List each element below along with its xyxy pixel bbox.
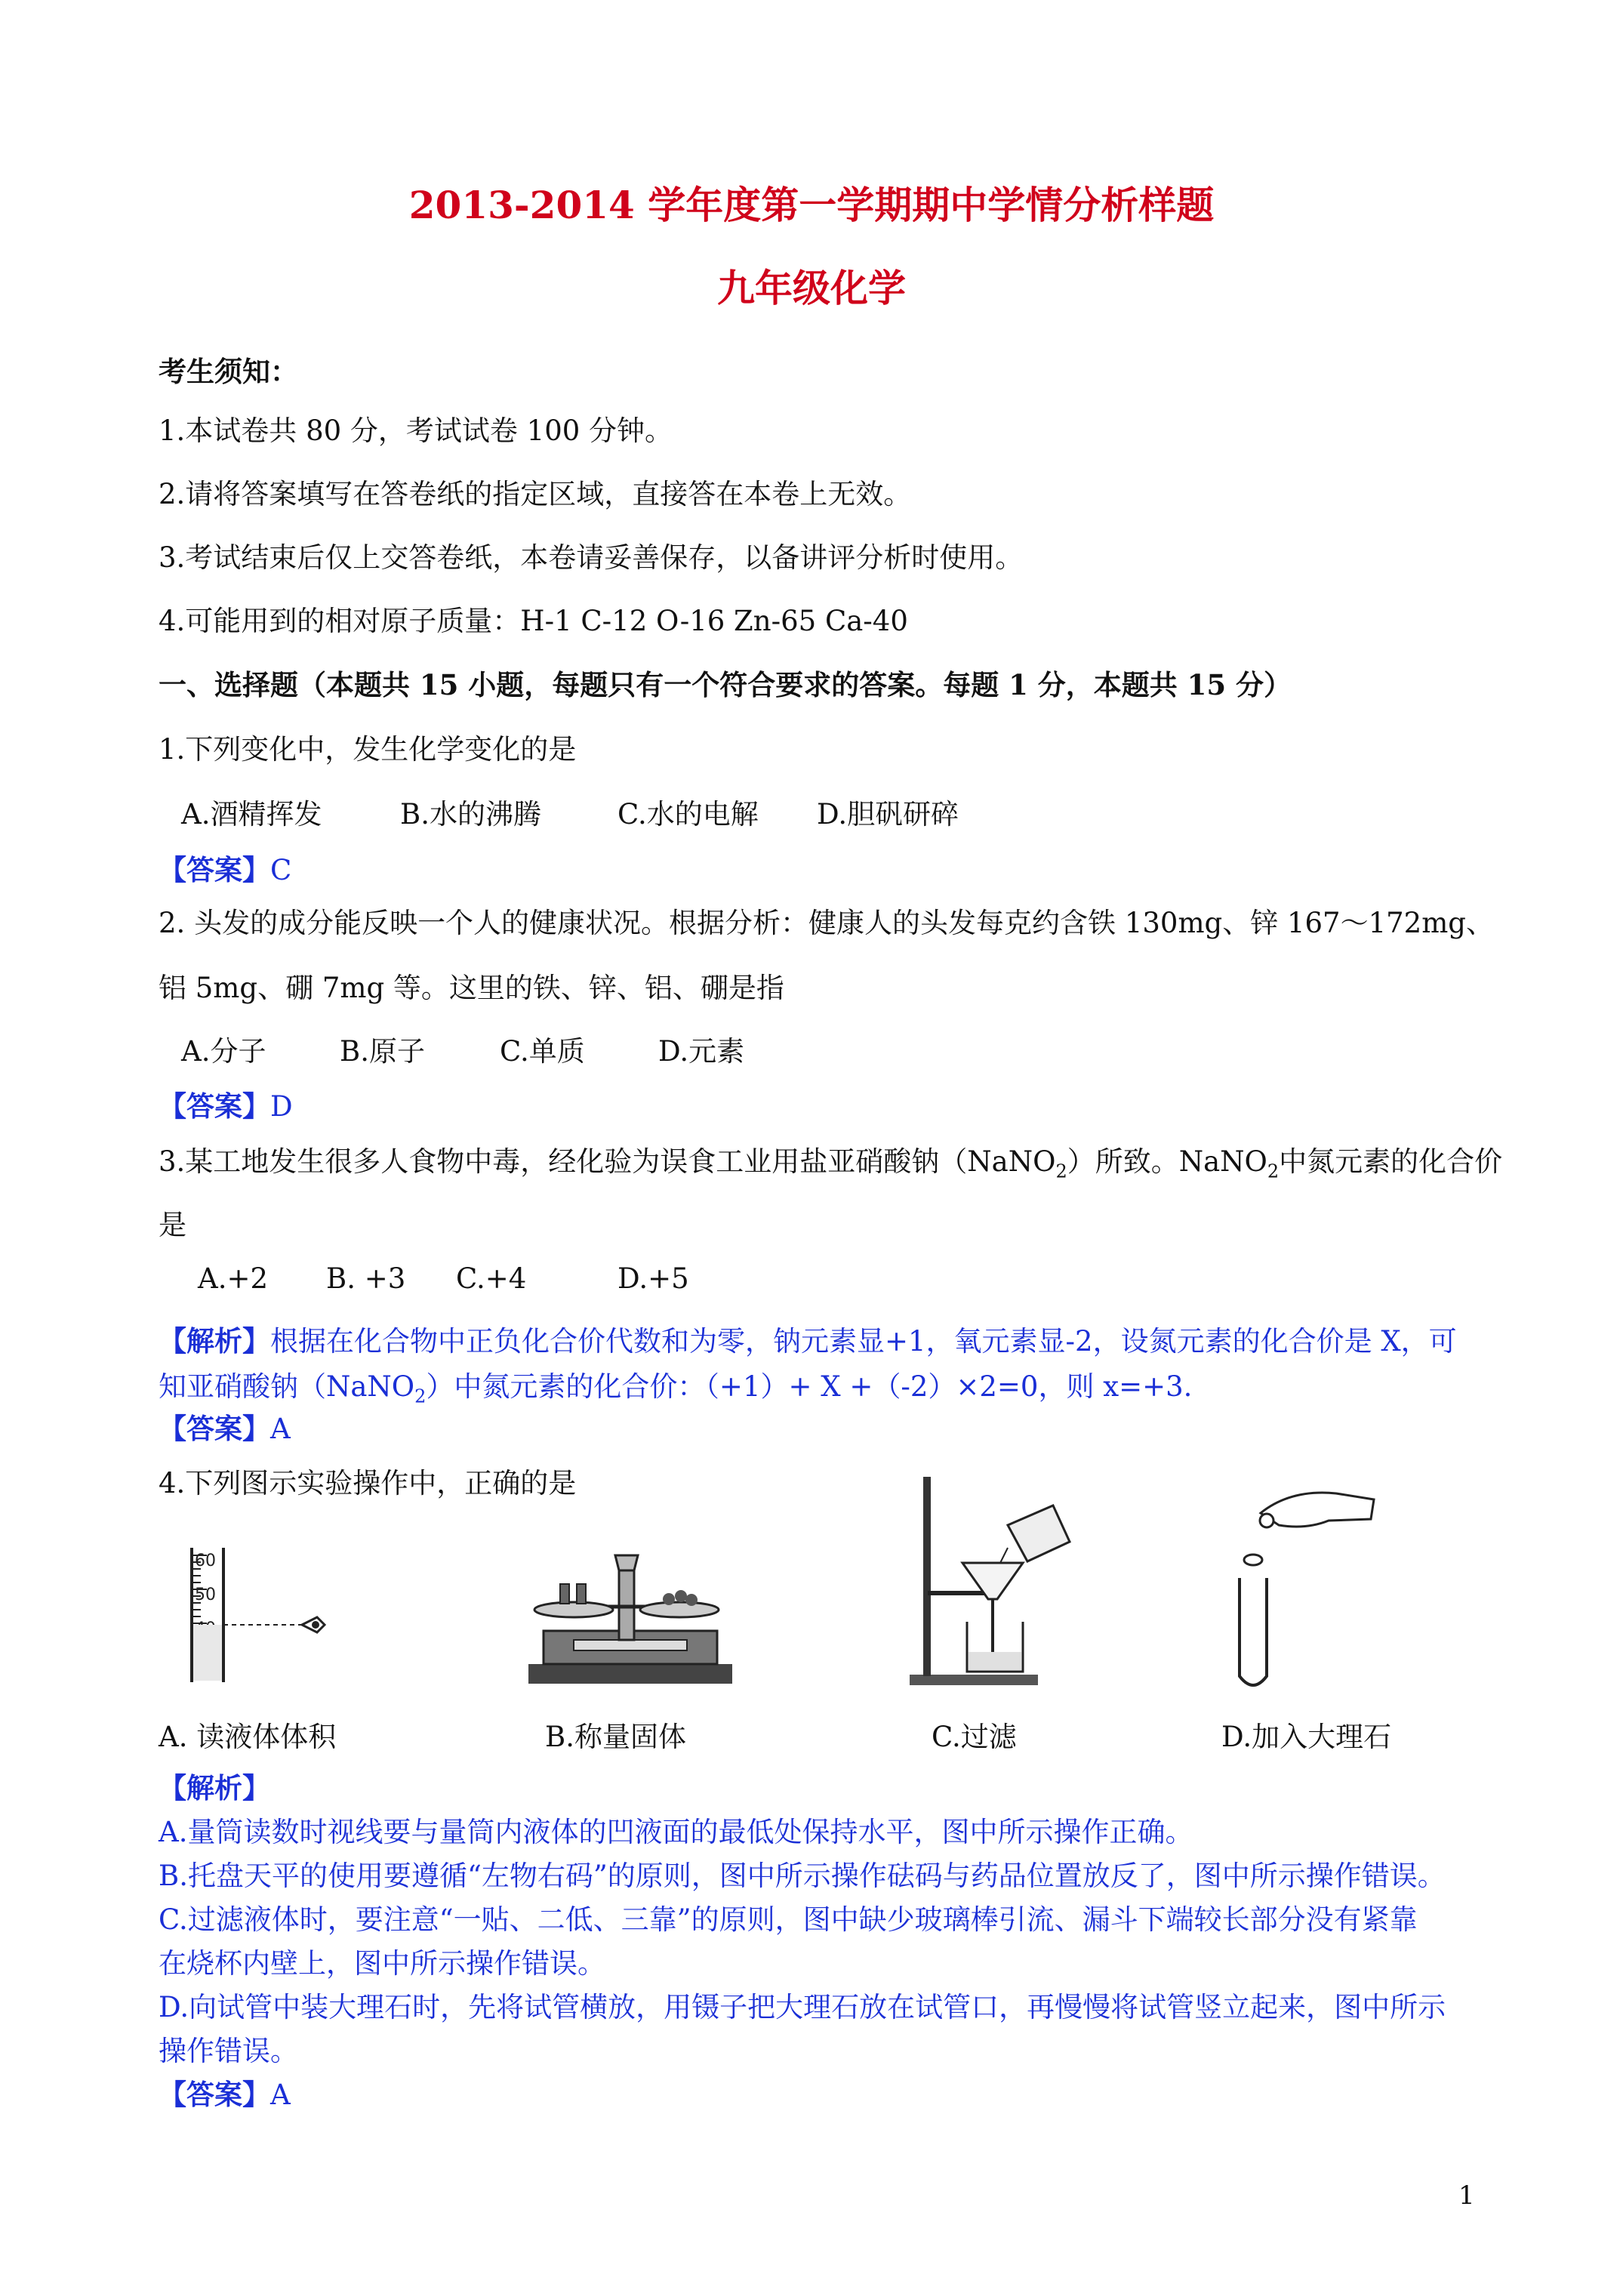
option-d: D.+5	[617, 1262, 689, 1295]
option-a: A.+2	[198, 1262, 269, 1295]
analysis-text: ）中氮元素的化合价：（+1）+ X +（-2）×2=0，则 x=+3.	[426, 1370, 1193, 1403]
figure-caption: A. 读液体体积	[159, 1721, 337, 1753]
page-title: 2013-2014 学年度第一学期期中学情分析样题	[408, 183, 1215, 227]
tick-label: 50	[195, 1586, 216, 1604]
test-tube-figure	[1223, 1472, 1389, 1699]
stem-part: ）所致。NaNO	[1067, 1145, 1267, 1178]
analysis-text: C.过滤液体时，要注意“一贴、二低、三靠”的原则，图中缺少玻璃棒引流、漏斗下端较长部分没有紧靠	[159, 1903, 1418, 1936]
analysis-text: 操作错误。	[159, 2035, 298, 2067]
question-stem: 1.下列变化中，发生化学变化的是	[159, 733, 577, 766]
notice-item: 3.考试结束后仅上交答卷纸，本卷请妥善保存，以备讲评分析时使用。	[159, 541, 1024, 574]
page-subtitle: 九年级化学	[717, 266, 906, 310]
tick-label: 60	[195, 1552, 216, 1570]
question-stem: 4.下列图示实验操作中，正确的是	[159, 1467, 577, 1499]
option-d: D.元素	[658, 1035, 745, 1068]
analysis-text: 在烧杯内壁上，图中所示操作错误。	[159, 1947, 605, 1980]
section-heading: 一、选择题（本题共 15 小题，每题只有一个符合要求的答案。每题 1 分，本题共 15 分）	[159, 668, 1292, 701]
analysis-text: D.向试管中装大理石时，先将试管横放，用镊子把大理石放在试管口，再慢慢将试管竖立起来，图中所示	[159, 1991, 1446, 2023]
answer-line	[159, 2072, 291, 2113]
option-a: A.分子	[181, 1035, 266, 1068]
notice-item: 2.请将答案填写在答卷纸的指定区域，直接答在本卷上无效。	[159, 478, 912, 510]
answer-tag: 【答案】	[159, 2078, 270, 2111]
subscript: 2	[1267, 1160, 1280, 1182]
answer-tag: 【答案】	[159, 853, 270, 886]
subscript: 2	[1055, 1160, 1067, 1182]
analysis-text: A.量筒读数时视线要与量筒内液体的凹液面的最低处保持水平，图中所示操作正确。	[159, 1816, 1193, 1848]
analysis-tag: 【解析】	[159, 1771, 270, 1804]
analysis-text: B.托盘天平的使用要遵循“左物右码”的原则，图中所示操作砝码与药品位置放反了，图中所示操作错误。	[159, 1860, 1446, 1892]
question-stem: 2. 头发的成分能反映一个人的健康状况。根据分析：健康人的头发每克约含铁 130mg、锌 167～172mg、	[159, 907, 1494, 939]
notice-item: 1.本试卷共 80 分，考试试卷 100 分钟。	[159, 415, 673, 447]
figure-caption: B.称量固体	[545, 1721, 686, 1753]
answer-line	[159, 1406, 291, 1447]
graduated-cylinder-figure	[181, 1540, 332, 1691]
stem-part: 3.某工地发生很多人食物中毒，经化验为误食工业用盐亚硝酸钠（NaNO	[159, 1145, 1056, 1178]
option-b: B. +3	[326, 1262, 406, 1295]
page-number: 1	[1458, 2180, 1475, 2211]
answer-value: C	[270, 854, 292, 886]
stem-part: 中氮元素的化合价	[1279, 1145, 1503, 1178]
figure-caption: D.加入大理石	[1221, 1721, 1392, 1753]
figure-caption: C.过滤	[932, 1721, 1017, 1753]
analysis-text: 根据在化合物中正负化合价代数和为零，钠元素显+1，氧元素显-2，设氮元素的化合价是 X，可	[270, 1325, 1457, 1358]
answer-tag: 【答案】	[159, 1089, 270, 1123]
notice-item: 4.可能用到的相对原子质量：H-1 C-12 O-16 Zn-65 Ca-40	[159, 605, 908, 637]
analysis-line	[159, 1364, 1192, 1407]
subscript: 2	[414, 1385, 427, 1407]
question-stem	[159, 1139, 1502, 1182]
filtration-figure	[895, 1472, 1106, 1699]
answer-value: A	[270, 2079, 291, 2111]
answer-tag: 【答案】	[159, 1412, 270, 1445]
answer-line	[159, 847, 291, 888]
option-b: B.水的沸腾	[400, 798, 541, 831]
option-d: D.胆矾研碎	[817, 798, 959, 831]
analysis-line	[159, 1318, 1457, 1359]
answer-line	[159, 1083, 293, 1124]
analysis-text: 知亚硝酸钠（NaNO	[159, 1370, 415, 1403]
answer-value: A	[270, 1413, 291, 1445]
balance-figure	[521, 1540, 740, 1691]
answer-value: D	[270, 1090, 293, 1123]
option-b: B.原子	[340, 1035, 425, 1068]
notice-heading: 考生须知：	[159, 355, 298, 388]
question-stem-cont: 是	[159, 1209, 186, 1241]
analysis-tag: 【解析】	[159, 1324, 270, 1358]
option-c: C.水的电解	[617, 798, 759, 831]
option-c: C.+4	[456, 1262, 527, 1295]
option-a: A.酒精挥发	[181, 798, 322, 831]
option-c: C.单质	[500, 1035, 585, 1068]
question-stem-cont: 铝 5mg、硼 7mg 等。这里的铁、锌、铝、硼是指	[159, 972, 784, 1004]
